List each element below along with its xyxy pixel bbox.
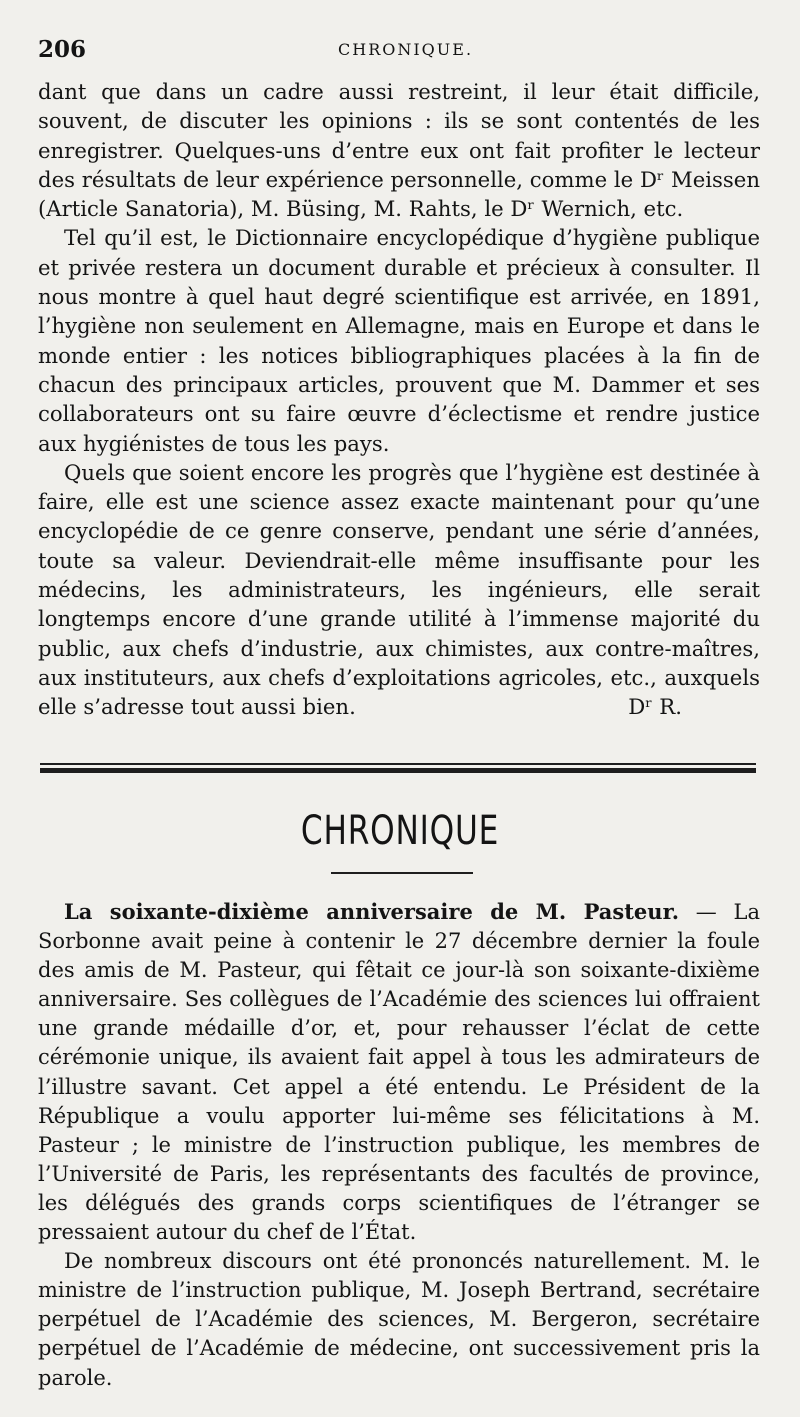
section-divider-thick xyxy=(40,768,756,773)
title-underline xyxy=(331,872,473,874)
review-paragraph-3-text: Quels que soient encore les progrès que l’hygiène est destinée à faire, elle est une science assez exacte maintenant pour qu’une encyclopédie de ce genre conserve, pendant une série d’années, toute sa valeur. Deviendrait-elle même insuffisante pour les médecins, les administrateurs, les ingénieurs, elle serait longtemps encore d’une grande utilité à l’immense majorité du public, aux chefs d’industrie, aux chimistes, aux contre-maîtres, aux instituteurs, aux chefs d’exploitations agricoles, etc., auxquels elle s’adresse tout aussi bien. xyxy=(38,459,760,720)
running-head xyxy=(38,36,760,68)
chronique-paragraph-2: De nombreux discours ont été prononcés naturellement. M. le ministre de l’instruction publique, M. Joseph Bertrand, secrétaire perpétuel de l’Académie des sciences, M. Bergeron, secrétaire perpétuel de l’Académie de médecine, ont successivement pris la parole. xyxy=(38,1249,760,1390)
section-title: CHRONIQUE xyxy=(300,808,500,854)
review-paragraph-1: dant que dans un cadre aussi restreint, il leur était difficile, souvent, de discuter les opinions : ils se sont contentés de les enregistrer. Quelques-uns d’entre eux ont fait profiter le lecteur des résultats de leur expérience personnelle, comme le Dʳ Meissen (Article Sanatoria), M. Büsing, M. Rahts, le Dʳ Wernich, etc. xyxy=(38,79,760,222)
chronique-paragraph-1-text: — La Sorbonne avait peine à contenir le 27 décembre dernier la foule des amis de M. Pasteur, qui fêtait ce jour-là son soixante-dixième anniversaire. Ses collègues de l’Académie des sciences lui offraient une grande médaille d’or, et, pour rehausser l’éclat de cette cérémonie unique, ils avaient fait appel à tous les admirateurs de l’illustre savant. Cet appel a été entendu. Le Président de la République a voulu apporter lui-même ses félicitations à M. Pasteur ; le ministre de l’instruction publique, les membres de l’Université de Paris, les représentants des facultés de province, les délégués des grands corps scientifiques de l’étranger se pressaient autour du chef de l’État. xyxy=(38,900,760,1245)
review-signature: Dʳ R. xyxy=(628,694,682,720)
chronique-paragraph-1 xyxy=(38,897,760,1247)
running-title: CHRONIQUE. xyxy=(338,40,474,59)
review-paragraph-3 xyxy=(38,458,760,722)
review-paragraph-2: Tel qu’il est, le Dictionnaire encyclopédique d’hygiène publique et privée restera un document durable et précieux à consulter. Il nous montre à quel haut degré scientifique est arrivée, en 1891, l’hygiène non seulement en Allemagne, mais en Europe et dans le monde entier : les notices bibliographiques placées à la fin de chacun des principaux articles, prouvent que M. Dammer et ses collaborateurs ont su faire œuvre d’éclectisme et rendre justice aux hygiénistes de tous les pays. xyxy=(38,225,760,456)
section-divider-thin xyxy=(40,763,756,765)
page-number: 206 xyxy=(38,36,87,63)
article-lead-in: La soixante-dixième anniversaire de M. Pasteur. xyxy=(64,899,680,924)
review-text xyxy=(38,77,760,722)
chronique-text xyxy=(38,897,760,1393)
